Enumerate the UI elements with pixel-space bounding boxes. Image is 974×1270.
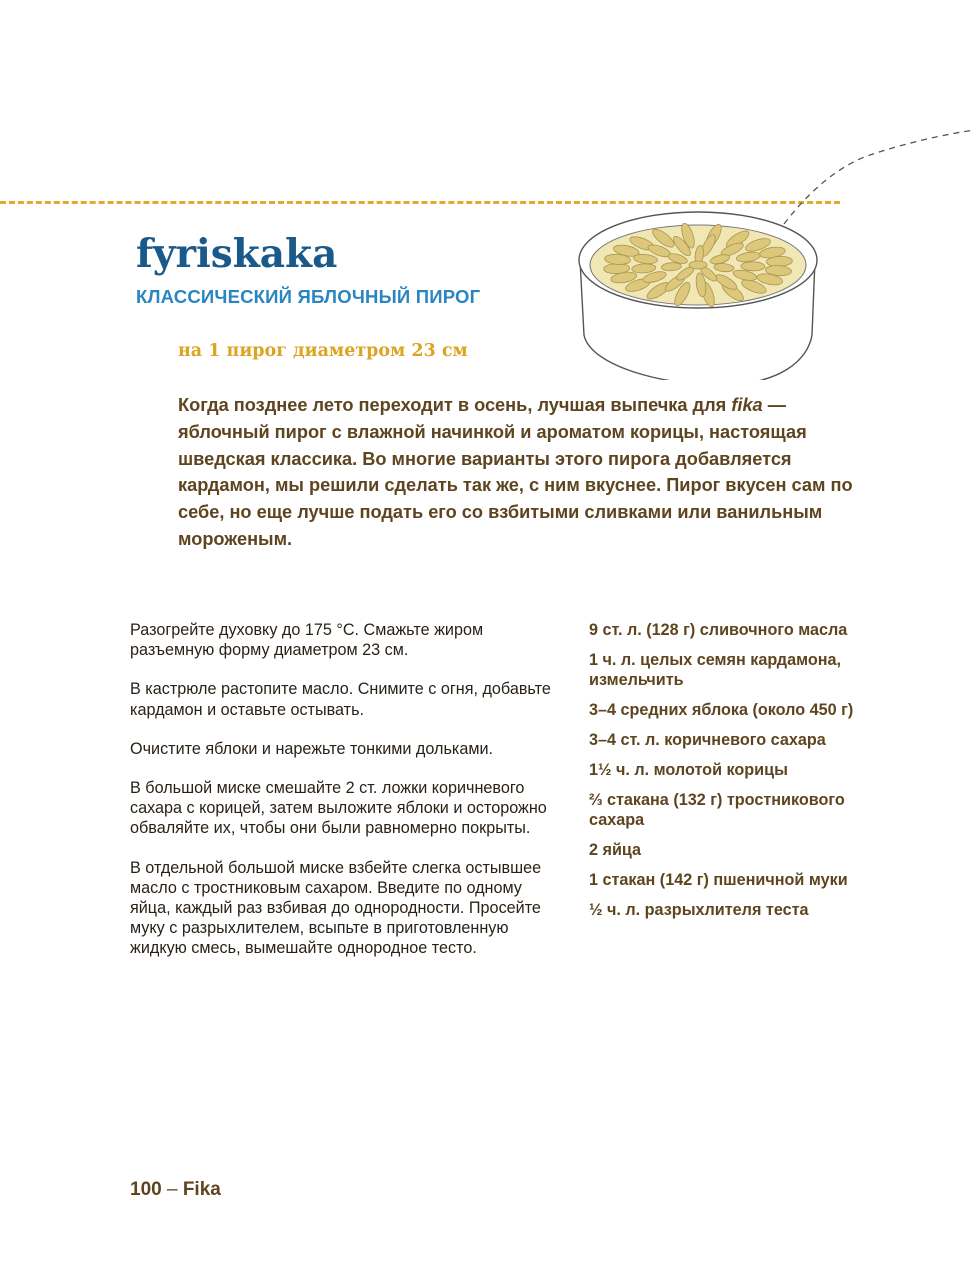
instructions bbox=[130, 620, 560, 978]
ingredient-item: 1 стакан (142 г) пшеничной муки bbox=[589, 871, 848, 890]
ingredient-item: 1½ ч. л. молотой корицы bbox=[589, 761, 788, 780]
recipe-intro bbox=[178, 392, 858, 553]
instruction-step: В кастрюле растопите масло. Снимите с огня, добавьте кардамон и оставьте остывать. bbox=[130, 680, 551, 719]
recipe-subtitle: КЛАССИЧЕСКИЙ ЯБЛОЧНЫЙ ПИРОГ bbox=[136, 286, 481, 307]
intro-text-start: Когда позднее лето переходит в осень, лучшая выпечка для bbox=[178, 395, 732, 415]
apple-slice bbox=[689, 261, 707, 269]
apple-cake-pan-illustration-icon bbox=[570, 120, 974, 380]
instruction-step: Разогрейте духовку до 175 °С. Смажьте жиром разъемную форму диаметром 23 см. bbox=[130, 621, 484, 660]
intro-fika-word: fika bbox=[731, 395, 763, 415]
intro-text-end: — яблочный пирог с влажной начинкой и ароматом корицы, настоящая шведская классика. Во многие варианты этого пирога добавляется кардамон, мы решили сделать так же, с ним вкуснее. Пирог вкусен сам по себе, но еще лучше подать его со взбитыми сливками или ванильным мороженым. bbox=[178, 395, 853, 549]
instruction-step: Очистите яблоки и нарежьте тонкими дольками. bbox=[130, 739, 493, 758]
ingredient-item: ⅔ стакана (132 г) тростникового сахара bbox=[589, 791, 845, 830]
ingredient-item: 3–4 ст. л. коричневого сахара bbox=[589, 731, 826, 750]
page-footer bbox=[130, 1178, 221, 1202]
instruction-step: В большой миске смешайте 2 ст. ложки коричневого сахара с корицей, затем выложите яблоки и осторожно обваляйте их, чтобы они были равномерно покрыты. bbox=[130, 779, 547, 838]
ingredient-list bbox=[589, 620, 879, 930]
instruction-step: В отдельной большой миске взбейте слегка остывшее масло с тростниковым сахаром. Введите по одному яйца, каждый раз взбивая до однородности. Просейте муку с разрыхлителем, всыпьте в приготовленную жидкую смесь, вымешайте однородное тесто. bbox=[130, 858, 542, 958]
recipe-title: fyriskaka bbox=[136, 231, 338, 277]
apple-slice bbox=[741, 262, 765, 272]
footer-separator: – bbox=[161, 1179, 183, 1200]
book-title: Fika bbox=[182, 1179, 221, 1200]
page-number: 100 bbox=[130, 1179, 162, 1200]
recipe-yield: на 1 пирог диаметром 23 см bbox=[178, 341, 468, 361]
ingredient-item: 1 ч. л. целых семян кардамона, измельчить bbox=[589, 651, 842, 690]
ingredient-item: ½ ч. л. разрыхлителя теста bbox=[589, 901, 809, 920]
ingredient-item: 9 ст. л. (128 г) сливочного масла bbox=[589, 621, 848, 639]
ingredient-item: 2 яйца bbox=[589, 841, 642, 860]
ingredient-item: 3–4 средних яблока (около 450 г) bbox=[589, 701, 854, 720]
